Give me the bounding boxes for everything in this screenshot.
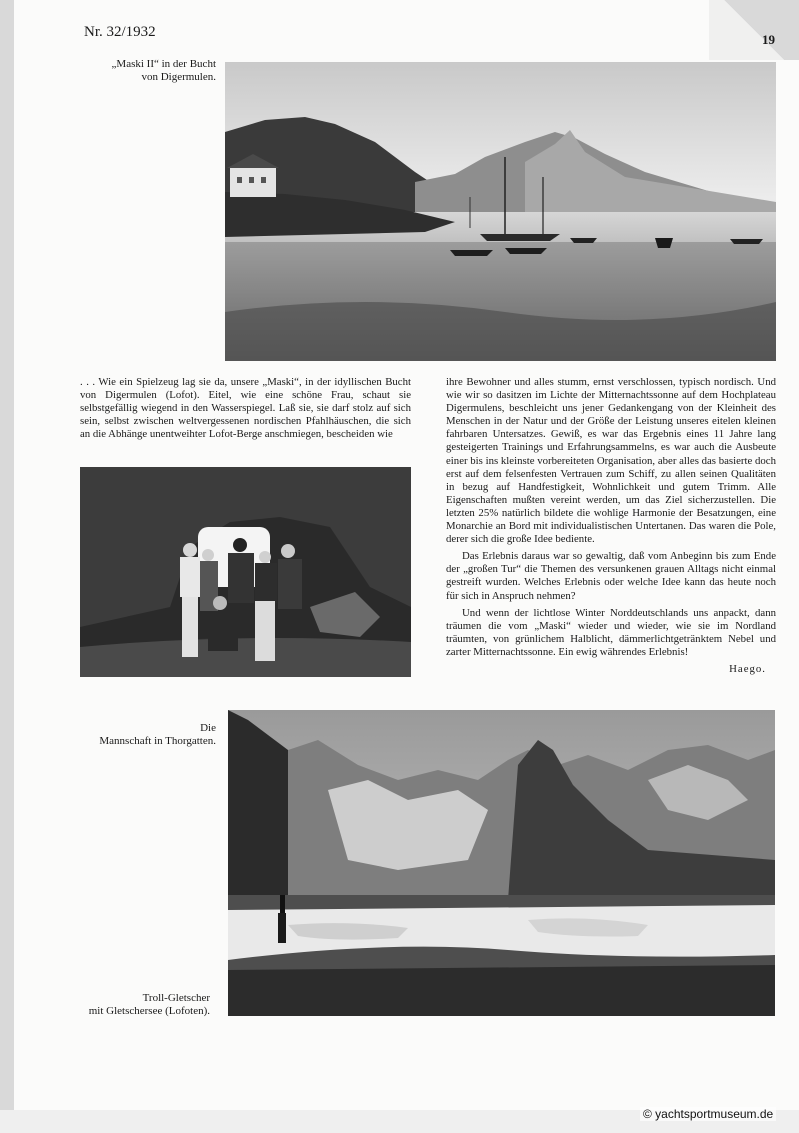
- caption-line: Troll-Gletscher: [142, 992, 210, 1004]
- issue-number: Nr. 32/1932: [84, 24, 156, 40]
- caption-photo-bay: [40, 58, 216, 84]
- article-column-2: [446, 376, 776, 676]
- article-paragraph: Und wenn der lichtlose Winter Norddeutschlands uns anpackt, dann träumen die vom „Maski“ wieder und wieder, wie sie im Nordland träumten, von grünlichem Halblicht, dämmerlichtgetränktem Nebel und zarter Mitternachtssonne. Ein ewig währendes Erlebnis!: [446, 606, 776, 658]
- article-column-1: [80, 376, 411, 441]
- article-paragraph: Das Erlebnis daraus war so gewaltig, daß vom Anbeginn bis zum Ende der „großen Tur“ die Themen des versunkenen grauen Alltags nicht einmal gestreift wurden. Welches Erlebnis oder welche Idee kann das heute noch für sich in Anspruch nehmen?: [446, 550, 776, 602]
- author-signature: Haego.: [729, 662, 766, 675]
- page-number: 19: [762, 32, 775, 47]
- article-paragraph: ihre Bewohner und alles stumm, ernst verschlossen, typisch nordisch. Und wie wir so dasitzen im Lichte der Mitternachtssonne auf dem Hochplateau Digermulens, beschleicht uns jener Gedankengang von der Kleinheit des Menschen in der Natur und der Größe der Leistung unseres eitelen kleinen fahrbaren Untersatzes. Gewiß, es war das Ergebnis eines 11 Jahre lang gesteigerten Trainings und Erfahrungsammelns, es war auch die Ausbeute einer bis ins kleinste vorbereiteten Organisation, aber alles das basierte doch erst auf dem felsenfesten Vertrauen zum Schiff, zu allen seinen Qualitäten in bezug auf Handfestigkeit, Wohnlichkeit und gutem Trimm. Alle Eigenschaften mußten vereint werden, um das Ziel sicherzustellen. Die letzten 25% natürlich bildete die wohlige Harmonie der Besatzungen, eine Monarchie an Bord mit individualistischen Untertanen. Das waren die Pole, derer sich die große Idee bediente.: [446, 376, 776, 546]
- caption-line: von Digermulen.: [141, 71, 216, 83]
- caption-photo-crew: [40, 722, 216, 748]
- caption-photo-glacier: [40, 992, 210, 1018]
- photo-troll-glacier: [228, 710, 775, 1016]
- caption-line: Mannschaft in Thorgatten.: [99, 735, 216, 747]
- caption-line: mit Gletschersee (Lofoten).: [88, 1005, 210, 1017]
- watermark: © yachtsportmuseum.de: [640, 1107, 776, 1121]
- caption-line: Die: [200, 722, 216, 734]
- photo-crew-thorgatten: [80, 467, 411, 677]
- article-paragraph: . . . Wie ein Spielzeug lag sie da, unsere „Maski“, in der idyllischen Bucht von Digermulen (Lofot). Eitel, wie eine schöne Frau, schaut sie selbstgefällig wiegend in den Wasserspiegel. Laß sie, sie darf stolz auf sich sein, selbst zwischen weltvergessenen nordischen Pfahlhäuschen, die sich an die Abhänge unentweihter Lofot-Berge anschmiegen, bescheiden wie: [80, 376, 411, 441]
- caption-line: „Maski II“ in der Bucht: [111, 58, 216, 70]
- photo-maski-bay-digermulen: [225, 62, 776, 361]
- page-fold-corner: [709, 0, 799, 60]
